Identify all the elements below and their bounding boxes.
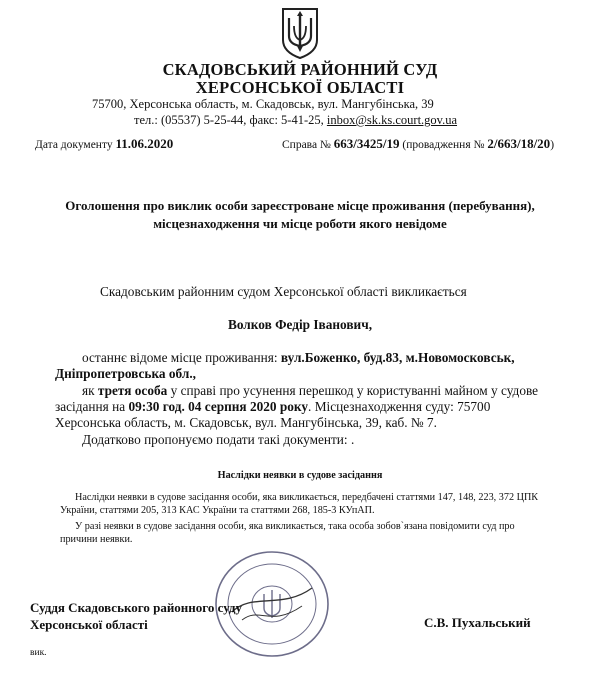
date-label: Дата документу bbox=[35, 139, 113, 151]
consequences-para2-cont: причини неявки. bbox=[60, 534, 133, 545]
case-number bbox=[282, 136, 554, 152]
proceeding-label: (провадження № bbox=[402, 139, 485, 151]
residence-region: Дніпропетровська обл., bbox=[55, 366, 196, 381]
role-suffix: у справі про усунення перешкод у користуванні майном у судове bbox=[167, 383, 539, 398]
role-prefix: як bbox=[82, 383, 98, 398]
email-link[interactable]: inbox@sk.ks.court.gov.ua bbox=[326, 113, 458, 127]
consequences-para1-cont: України, статтями 205, 313 КАС України та статтями 268, 185-3 КУпАП. bbox=[60, 505, 375, 516]
consequences-para1: Наслідки неявки в судове засідання особи, яка викликається, передбачені статтями 147, 148, 223, 372 ЦПК bbox=[75, 492, 539, 503]
executor-note: вик. bbox=[30, 648, 47, 658]
consequences-heading: Наслідки неявки в судове засідання bbox=[217, 470, 383, 481]
court-region: ХЕРСОНСЬКОЇ ОБЛАСТІ bbox=[195, 78, 405, 97]
hearing-time: 09:30 год. 04 серпня 2020 року bbox=[128, 399, 309, 414]
hearing-line bbox=[55, 399, 490, 415]
case-label: Справа № bbox=[282, 139, 331, 151]
judge-name: С.В. Пухальський bbox=[424, 615, 531, 630]
role-line bbox=[82, 383, 538, 399]
court-contacts bbox=[134, 113, 457, 128]
role-value: третя особа bbox=[97, 383, 168, 398]
residence-prefix: останнє відоме місце проживання: bbox=[82, 350, 281, 365]
hearing-prefix: засідання на bbox=[55, 399, 129, 414]
date-value: 11.06.2020 bbox=[115, 136, 174, 151]
judge-position: Суддя Скадовського районного суду bbox=[30, 600, 242, 615]
phone-fax: тел.: (05537) 5-25-44, факс: 5-41-25, bbox=[134, 113, 327, 127]
hearing-suffix: . Місцезнаходження суду: 75700 bbox=[308, 399, 491, 414]
judge-court: Херсонської області bbox=[30, 617, 148, 632]
documents-line: Додатково пропонуємо подати такі документи: . bbox=[82, 432, 355, 447]
announcement-title: Оголошення про виклик особи зареєстроване місце проживання (перебування), bbox=[65, 198, 535, 213]
residence-value: вул.Боженко, буд.83, м.Новомосковськ, bbox=[280, 350, 515, 365]
person-name: Волков Федір Іванович, bbox=[227, 317, 373, 332]
consequences-para2: У разі неявки в судове засідання особи, яка викликається, така особа зобов`язана повідомити суд про bbox=[75, 521, 515, 532]
ukraine-emblem-icon bbox=[280, 6, 320, 60]
residence-line bbox=[82, 350, 515, 366]
court-address: 75700, Херсонська область, м. Скадовськ, вул. Мангубінська, 39 bbox=[92, 97, 434, 111]
document-date bbox=[35, 136, 173, 152]
court-name: СКАДОВСЬКИЙ РАЙОННИЙ СУД bbox=[162, 60, 438, 79]
court-location-line: Херсонська область, м. Скадовськ, вул. Мангубінська, 39, каб. № 7. bbox=[55, 415, 437, 430]
proceeding-value: 2/663/18/20 bbox=[487, 136, 551, 151]
announcement-subtitle: місцезнаходження чи місце роботи якого невідоме bbox=[153, 216, 447, 231]
proceeding-close: ) bbox=[550, 139, 555, 151]
summons-line: Скадовським районним судом Херсонської області викликається bbox=[100, 284, 467, 299]
case-value: 663/3425/19 bbox=[333, 136, 400, 151]
